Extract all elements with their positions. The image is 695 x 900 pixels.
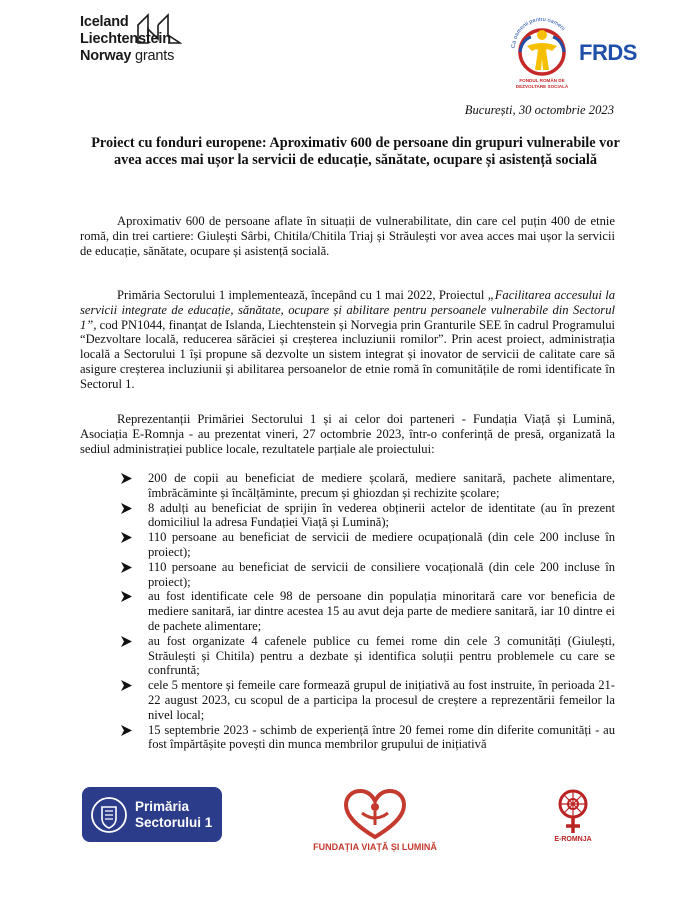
project-name: „Facilitarea accesului la servicii integrate de educație, sănătate, ocupare și abilitare pentru persoanele vulnerabile din Sectorul 1” — [80, 288, 615, 332]
list-item-text: au fost identificate cele 98 de persoane din populația minoritară care vor beneficia de mediere sanitară, iar dintre acestea 15 au avut deja parte de mediere sanitară, iar 10 dintre ei de pachete alimentare; — [148, 589, 615, 633]
eea-grants-word: grants — [135, 48, 175, 64]
list-item — [80, 530, 615, 560]
list-item-text: cele 5 mentore și femeile care formează grupul de inițiativă au fost instruite, în perioada 21-22 august 2023, cu scopul de a participa la procesul de creștere a reprezentării femeilor la nivel local; — [148, 678, 615, 722]
eea-grants-mark-icon — [136, 13, 182, 45]
arrow-bullet-icon — [121, 532, 132, 543]
arrow-bullet-icon — [121, 503, 132, 514]
paragraph-project-part-a: Primăria Sectorului 1 implementează, începând cu 1 mai 2022, Proiectul — [117, 288, 488, 302]
heart-hands-icon — [300, 785, 450, 841]
eea-line-liechtenstein: Liechtenstein — [80, 31, 171, 47]
list-item-text: 8 adulți au beneficiat de sprijin în vederea obținerii actelor de identitate (au în prezent domiciliul la adresa Fundației Viață și Lumină); — [148, 500, 615, 530]
document-date: București, 30 octombrie 2023 — [464, 103, 614, 117]
paragraph-conference: Reprezentanții Primăriei Sectorului 1 și ai celor doi parteneri - Fundația Viață și Lumină, Asociația E-Romnja - au prezentat vineri, 27 octombrie 2023, într-o conferință de presă, organizată la sediul administrației publice locale, rezultatele parțiale ale proiectului: — [80, 412, 615, 456]
eea-line-iceland: Iceland — [80, 14, 129, 30]
list-item — [80, 723, 615, 753]
frds-subtitle-1: FONDUL ROMÂN DE — [519, 78, 565, 83]
list-item — [80, 471, 615, 501]
fundatia-name: FUNDAȚIA VIAȚĂ ȘI LUMINĂ — [313, 842, 437, 852]
list-item — [80, 589, 615, 633]
primaria-line2: Sectorului 1 — [135, 815, 213, 830]
primaria-sectorului-1-logo — [82, 787, 222, 842]
frds-logo — [505, 10, 645, 92]
list-item — [80, 501, 615, 531]
arrow-bullet-icon — [121, 680, 132, 691]
list-item-text: 110 persoane au beneficiat de servicii de consiliere vocațională (din cele 200 incluse în proiect); — [148, 559, 615, 589]
document-title: Proiect cu fonduri europene: Aproximativ 600 de persoane din grupuri vulnerabile vor avea acces mai ușor la servicii de educație, sănătate, ocupare și asistență socială — [91, 135, 620, 168]
e-romnja-logo — [548, 787, 598, 847]
paragraph-project-part-b: , cod PN1044, finanțat de Islanda, Liechtenstein și Norvegia prin Granturile SEE în cadrul Programului “Dezvoltare locală, reducerea sărăciei și creșterea incluziunii romilor”. Prin acest proiect, administrația locală a Sectorului 1 își propune să dezvolte un sistem integrat și inovator de servicii de calitate care să asigure creșterea incluziunii și abilitarea persoanelor de etnie romă în comunitățile de romi identificate în Sectorul 1. — [80, 317, 615, 391]
list-item — [80, 560, 615, 590]
arrow-bullet-icon — [121, 473, 132, 484]
results-list — [80, 471, 615, 752]
list-item — [80, 678, 615, 722]
list-item-text: 200 de copii au beneficiat de mediere școlară, mediere sanitară, pachete alimentare, îmbrăcăminte și încălțăminte, precum și ghiozdan și rechizite școlare; — [148, 471, 615, 500]
primaria-crest-icon — [91, 796, 127, 834]
frds-emblem-icon — [505, 10, 579, 92]
frds-subtitle-2: DEZVOLTARE SOCIALĂ — [515, 84, 569, 89]
list-item-text: 15 septembrie 2023 - schimb de experiență între 20 femei rome din diferite comunități - au fost împărtășite povești din munca membrilor grupului de inițiativă — [148, 722, 615, 752]
list-item — [80, 634, 615, 678]
arrow-bullet-icon — [121, 591, 132, 602]
paragraph-project — [80, 288, 615, 392]
eea-line-norway — [80, 48, 200, 65]
paragraph-intro: Aproximativ 600 de persoane aflate în situații de vulnerabilitate, din care cel puțin 400 de etnie romă, din trei cartiere: Giulești Sârbi, Chitila/Chitila Triaj și Străulești vor avea acces mai ușor la servicii de educație, sănătate, ocupare și asistență socială. — [80, 214, 615, 258]
fundatia-viata-si-lumina-logo — [300, 785, 450, 860]
eea-norway: Norway — [80, 48, 132, 64]
primaria-line1: Primăria — [135, 799, 190, 814]
e-romnja-emblem-icon — [548, 787, 598, 837]
arrow-bullet-icon — [121, 636, 132, 647]
list-item-text: 110 persoane au beneficiat de servicii de mediere ocupațională (din cele 200 incluse în proiect); — [148, 530, 615, 559]
frds-acronym: FRDS — [579, 40, 637, 65]
arrow-bullet-icon — [121, 562, 132, 573]
arrow-bullet-icon — [121, 725, 132, 736]
e-romnja-name: E-ROMNJA — [554, 836, 592, 843]
list-item-text: au fost organizate 4 cafenele publice cu femei rome din cele 3 comunități (Giulești, Străulești și Chitila) pentru a dezbate și identifica soluții pentru problemele cu care se confruntă; — [148, 633, 615, 678]
frds-arc-text: Ca oamenii pentru oameni — [510, 16, 566, 49]
primaria-text — [135, 799, 212, 831]
